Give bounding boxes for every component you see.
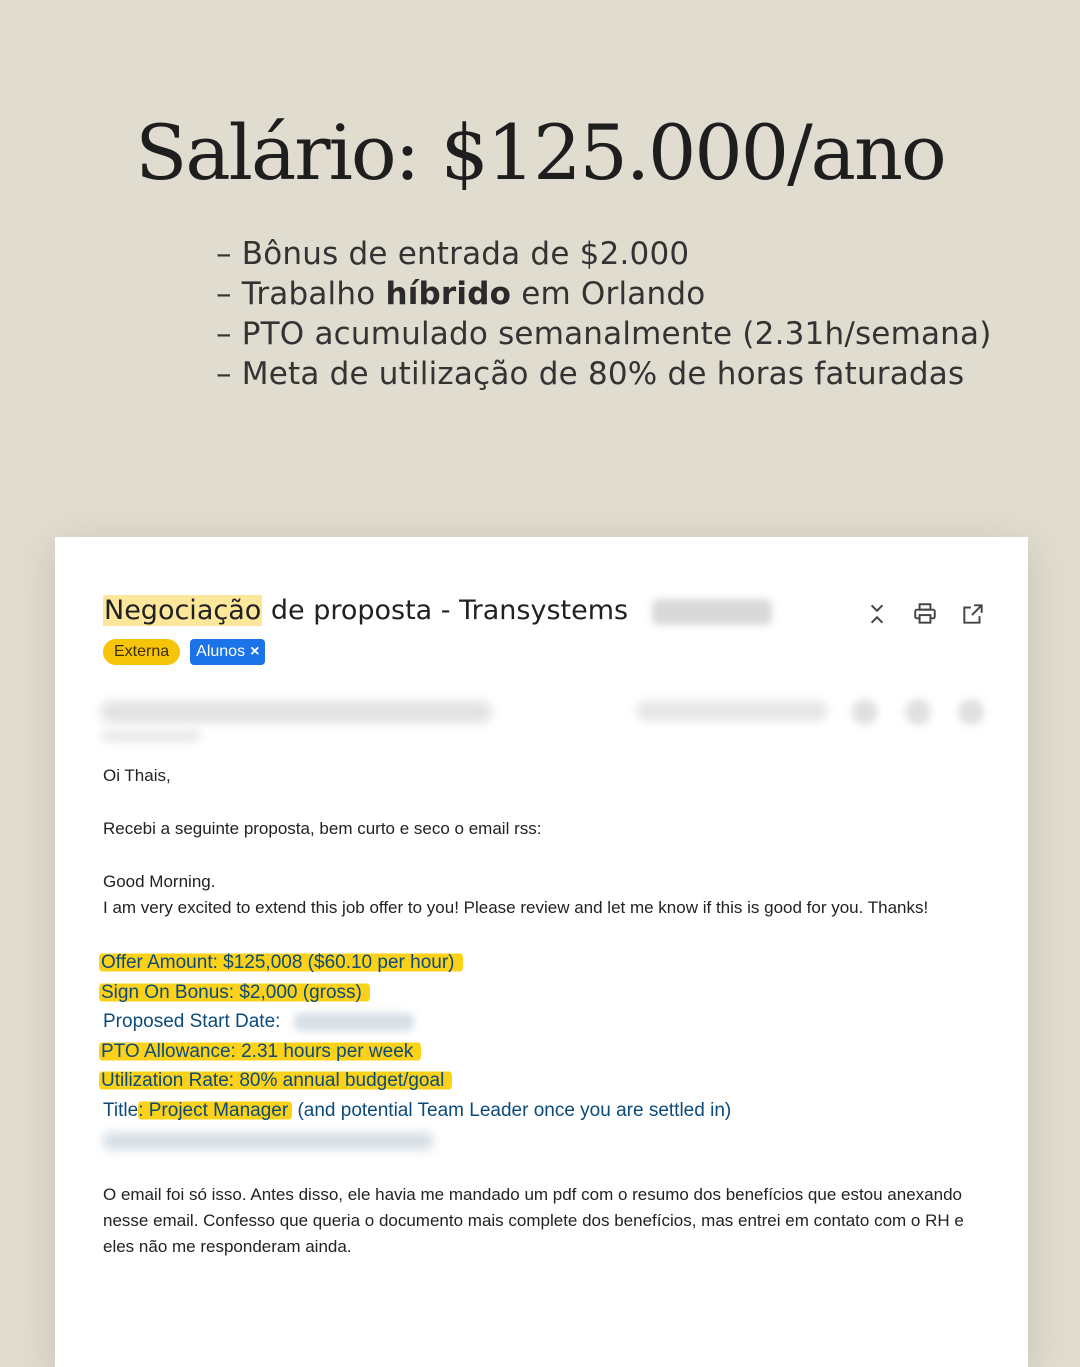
blurred-more-icon [958,699,984,725]
sign-on-bonus: Sign On Bonus: $2,000 (gross) [103,978,983,1008]
subject-highlight: Negociação [104,595,262,626]
open-in-new-icon[interactable] [960,601,986,627]
benefit-item: – Bônus de entrada de $2.000 [216,236,690,272]
blurred-date [637,701,827,721]
close-icon[interactable]: × [250,643,260,660]
offer-details [103,948,983,1155]
email-body [103,763,983,1260]
benefit-bold: híbrido [385,276,512,312]
benefit-item: – PTO acumulado semanalmente (2.31h/semana) [216,316,992,352]
label-tags [103,639,265,665]
utilization-rate: Utilization Rate: 80% annual budget/goal [103,1066,983,1096]
tag-externa[interactable]: Externa [103,639,180,665]
blurred-recipient [101,729,201,743]
offer-amount: Offer Amount: $125,008 ($60.10 per hour) [103,948,983,978]
intro-text: Recebi a seguinte proposta, bem curto e seco o email rss: [103,819,542,838]
job-title: Title: Project Manager (and potential Team Leader once you are settled in) [103,1099,732,1121]
closing-text: O email foi só isso. Antes disso, ele havia me mandado um pdf com o resumo dos benefícios que estou anexando nesse email. Confesso que queria o documento mais complete dos benefícios, mas entrei em contato com o RH e eles não me responderam ainda. [103,1185,964,1257]
blurred-name [652,599,772,625]
blurred-location [103,1126,983,1156]
benefit-item: – Meta de utilização de 80% de horas faturadas [216,356,965,392]
tag-alunos[interactable]: Alunos × [190,639,265,665]
greeting: Oi Thais, [103,766,171,785]
email-screenshot [55,537,1028,1367]
blurred-date-value [294,1013,414,1031]
quoted-greeting: Good Morning. [103,872,216,891]
benefit-item: – Trabalho híbrido em Orlando [216,276,706,312]
email-toolbar [864,601,986,627]
pto-allowance: PTO Allowance: 2.31 hours per week [103,1037,983,1067]
start-date: Proposed Start Date: [103,1007,983,1037]
headline: Salário: $125.000/ano [135,108,945,197]
benefits-list [216,234,992,394]
blurred-sender [101,701,491,723]
email-subject: Negociação de proposta - Transystems [103,595,772,626]
quoted-intro: I am very excited to extend this job offer to you! Please review and let me know if this is good for you. Thanks! [103,898,929,917]
expand-collapse-icon[interactable] [864,601,890,627]
print-icon[interactable] [912,601,938,627]
blurred-star-icon [852,699,878,725]
blurred-reply-icon [905,699,931,725]
